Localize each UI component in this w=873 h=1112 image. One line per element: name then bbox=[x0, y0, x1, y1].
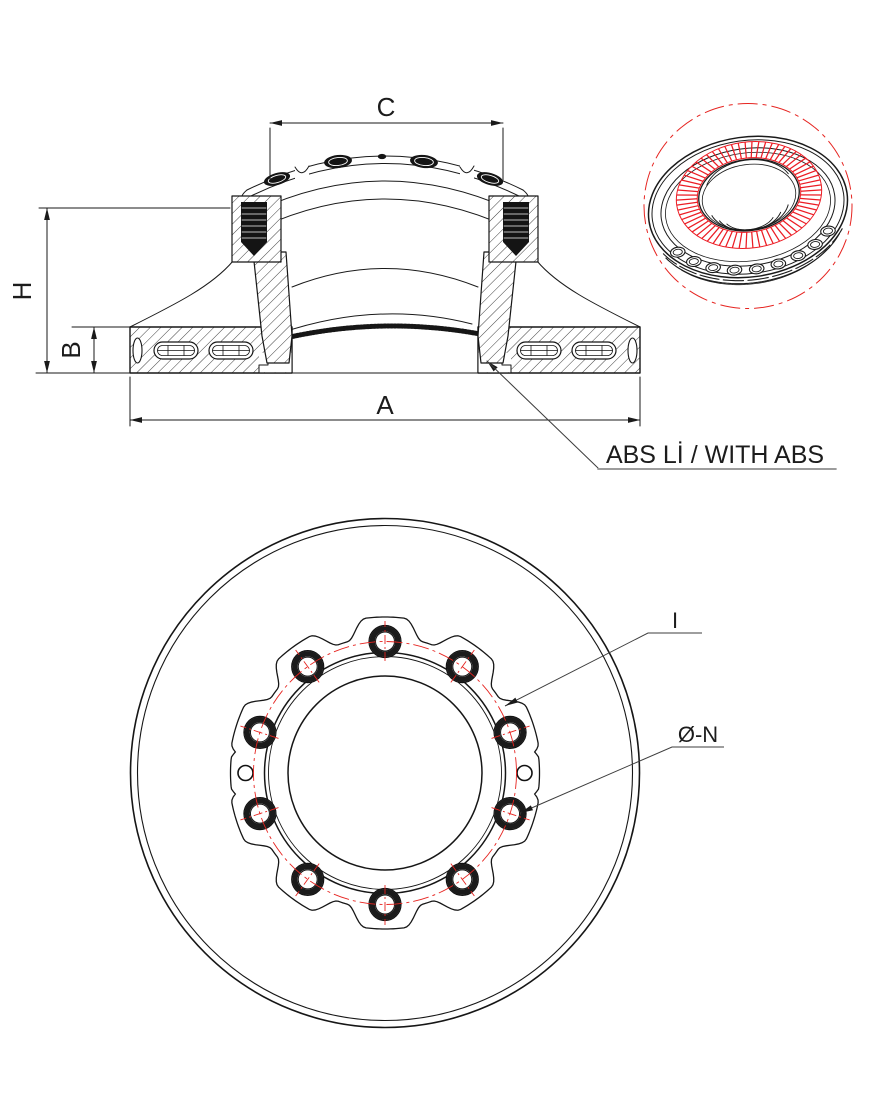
bolt-hole-label: Ø-N bbox=[677, 722, 719, 747]
dim-label-b: B bbox=[56, 341, 86, 359]
abs-note: ABS Lİ / WITH ABS bbox=[605, 441, 825, 469]
dim-label-a: A bbox=[376, 390, 394, 420]
small-hole-right bbox=[517, 766, 532, 781]
isometric-detail-view bbox=[639, 104, 857, 309]
hub-flange-outline bbox=[231, 617, 540, 929]
front-view bbox=[131, 519, 640, 1028]
abs-leader-line bbox=[487, 361, 598, 468]
dim-label-h: H bbox=[7, 281, 37, 301]
dimension-lines bbox=[36, 123, 640, 426]
small-hole-left bbox=[238, 766, 253, 781]
vent-slots bbox=[154, 342, 616, 359]
iso-rim-bolt-holes bbox=[670, 225, 836, 276]
bolt-circle-label: I bbox=[671, 608, 679, 633]
abs-tone-ring-section bbox=[273, 326, 480, 341]
dim-label-c: C bbox=[376, 92, 396, 122]
